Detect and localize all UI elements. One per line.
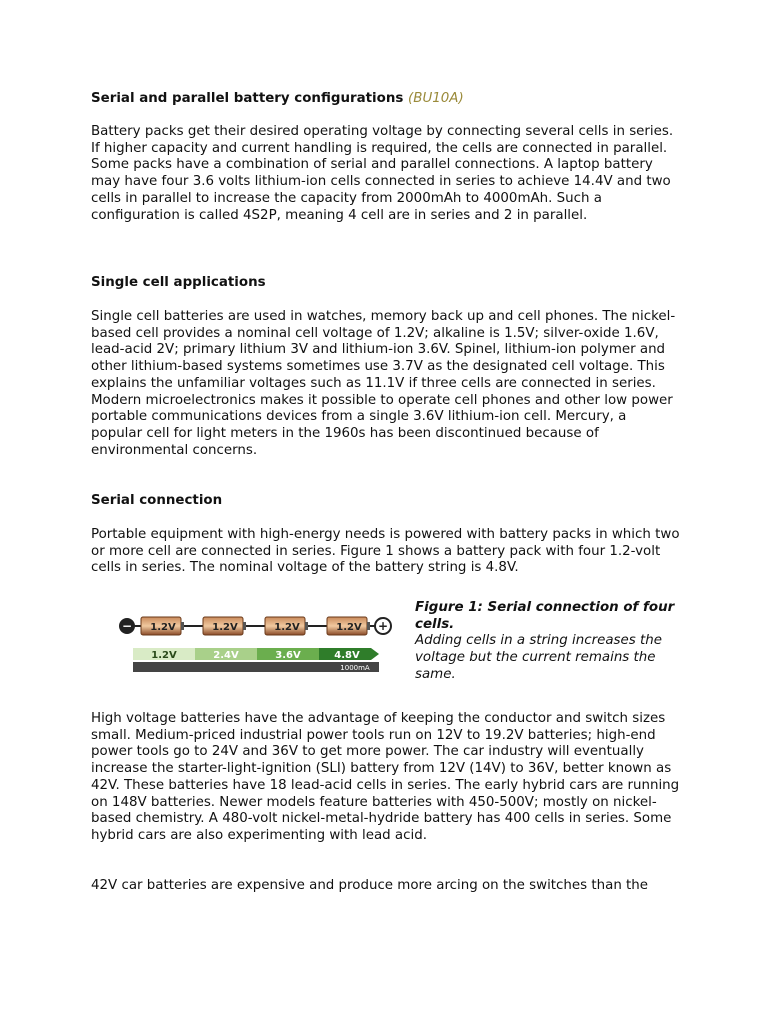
paragraph-high-voltage: High voltage batteries have the advantage of keeping the conductor and switch sizes small. Medium-priced industrial power tools run on 12V to 19.2V batteries; high-end power tools go to 24V and 36V to get more power. The car industry will eventually increase the starter-light-ignition (SLI) battery from 12V (14V) to 36V, better known as 42V. These batteries have 18 lead-acid cells in series. The early hybrid cars are running on 148V batteries. Newer models feature batteries with 450-500V; mostly on nickel-based chemistry. A 480-volt nickel-metal-hydride battery has 400 cells in series. Some hybrid cars are also experimenting with lead acid.: [91, 711, 680, 843]
section-heading-single-cell: Single cell applications: [91, 275, 266, 290]
voltage-bar-label: 4.8V: [334, 650, 360, 661]
figure-caption-text: Adding cells in a string increases the voltage but the current remains the same.: [415, 633, 662, 682]
paragraph-configurations: Battery packs get their desired operating voltage by connecting several cells in series. If higher capacity and current handling is required, the cells are connected in parallel. Some packs have a combination of serial and parallel connections. A laptop battery may have four 3.6 volts lithium-ion cells connected in series to achieve 14.4V and two cells in parallel to increase the capacity from 2000mAh to 4000mAh. Such a configuration is called 4S2P, meaning 4 cell are in series and 2 in parallel.: [91, 124, 674, 223]
cell-voltage-label: 1.2V: [274, 622, 300, 633]
heading-text: Serial and parallel battery configurations: [91, 91, 404, 106]
cell-voltage-label: 1.2V: [150, 622, 176, 633]
cell-3: [265, 617, 308, 635]
section-heading-serial: Serial connection: [91, 493, 223, 508]
figure-1: [91, 598, 691, 698]
voltage-bar-label: 3.6V: [275, 650, 301, 661]
figure-caption: [415, 600, 685, 684]
paragraph-single-cell: Single cell batteries are used in watches, memory back up and cell phones. The nickel-based cell provides a nominal cell voltage of 1.2V; alkaline is 1.5V; silver-oxide 1.6V, lead-acid 2V; primary lithium 3V and lithium-ion 3.6V. Spinel, lithium-ion polymer and other lithium-based systems sometimes use 3.7V as the designated cell voltage. This explains the unfamiliar voltages such as 11.1V if three cells are connected in series. Modern microelectronics makes it possible to operate cell phones and other low power portable communications devices from a single 3.6V lithium-ion cell. Mercury, a popular cell for light meters in the 1960s has been discontinued because of environmental concerns.: [91, 309, 676, 458]
plus-sign: +: [377, 619, 389, 633]
article-code: (BU10A): [408, 91, 464, 106]
voltage-bar-label: 1.2V: [151, 650, 177, 661]
figure-caption-title: Figure 1: Serial connection of four cells.: [415, 600, 675, 632]
voltage-bar-label: 2.4V: [213, 650, 239, 661]
minus-sign: −: [121, 619, 133, 633]
cell-voltage-label: 1.2V: [336, 622, 362, 633]
paragraph-42v: 42V car batteries are expensive and produce more arcing on the switches than the: [91, 878, 649, 893]
cell-4: [327, 617, 370, 635]
section-heading-configurations: [91, 91, 464, 108]
battery-series-diagram: [117, 604, 397, 684]
cell-voltage-label: 1.2V: [212, 622, 238, 633]
paragraph-serial: Portable equipment with high-energy needs is powered with battery packs in which two or more cell are connected in series. Figure 1 shows a battery pack with four 1.2-volt cells in series. The nominal voltage of the battery string is 4.8V.: [91, 527, 680, 576]
cell-2: [203, 617, 246, 635]
cell-1: [141, 617, 184, 635]
current-label: 1000mA: [340, 664, 370, 672]
